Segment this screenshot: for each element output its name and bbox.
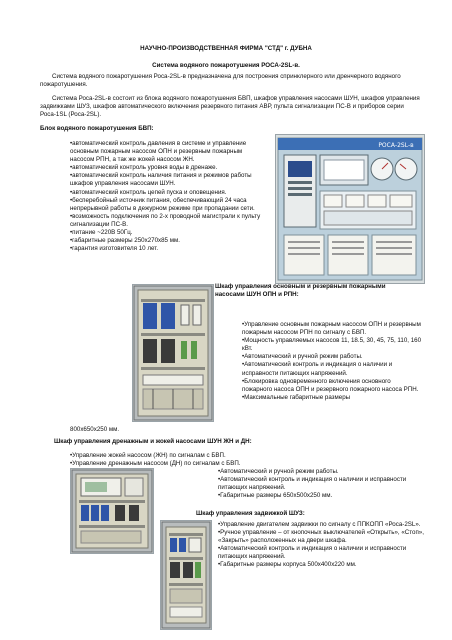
shun-opn-heading: Шкаф управления основным и резервным пожарными насосами ШУН ОПН и РПН: — [215, 283, 386, 299]
list-item: •Автоматический и ручной режим работы. — [242, 353, 363, 361]
list-item: •автоматический контроль давления в системе и управление основным пожарным насосом ОПН и резервным пожарным насосом РПН, а так же жокей насосом ЖН. — [70, 140, 247, 164]
shun-opn-feature-list — [242, 321, 422, 402]
shun-zhn-illustration — [71, 469, 153, 553]
shun-zhn-feature-list-full — [70, 452, 430, 468]
bvp-panel-illustration — [276, 135, 424, 283]
list-item: •Мощность управляемых насосов 11, 18.5, 30, 45, 75, 110, 160 кВт. — [242, 337, 422, 353]
bvp-feature-list — [70, 140, 266, 253]
list-item: •Габаритные размеры 650х500х250 мм. — [218, 492, 333, 500]
list-item: •возможность подключения по 2-х проводной магистрали к пульту сигнализации ПС-В. — [70, 212, 261, 228]
list-item: •габаритные размеры 250х270х85 мм. — [70, 237, 180, 245]
list-item: •Управление двигателем задвижки по сигналу с ППКОПП «Роса-2SL». — [218, 521, 421, 528]
list-item: •Управление жокей насосом (ЖН) по сигналам с БВП. — [70, 452, 226, 459]
list-item: •бесперебойный источник питания, обеспечивающий 24 часа непрерывной работы в дежурном режиме при пропадании сети. — [70, 196, 255, 212]
list-item: •автоматический контроль цепей пуска и оповещения. — [70, 188, 227, 196]
list-item: •Габаритные размеры корпуса 500х400х220 мм. — [218, 561, 357, 569]
shun-opn-photo — [132, 284, 214, 422]
intro-paragraph-1: Система водяного пожаротушения Роса-2SL-в предназначена для построения спринклерного или дренчерного водяного пожаротушения. — [40, 73, 401, 89]
shun-opn-illustration — [133, 285, 213, 421]
intro-paragraph-2: Система Роса-2SL-в состоит из блока водяного пожаротушения БВП, шкафов управления насосами ШУН, шкафов управления задвижками ШУЗ, шкафов автоматического включения резервного питания АВР, пульта сигнализации ПС-В и приборов серии Роса-1SL (Роса-2SL). — [40, 95, 420, 119]
bvp-panel-photo — [275, 134, 425, 284]
system-title: Система водяного пожаротушения РОСА-2SL-в. — [152, 62, 300, 69]
list-item: •автоматический контроль уровня воды в дренаже. — [70, 164, 218, 172]
shuz-feature-list — [218, 521, 428, 570]
list-item: •Автоматический контроль и индикация о наличии и исправности питающих напряжений. — [242, 361, 393, 377]
company-header: НАУЧНО-ПРОИЗВОДСТВЕННАЯ ФИРМА "СТД" г. ДУБНА — [140, 45, 312, 52]
list-item: •гарантия изготовителя 10 лет. — [70, 245, 159, 253]
list-item: •Автоматический контроль и индикация о наличии и исправности питающих напряжений. — [218, 476, 407, 492]
bvp-heading: Блок водяного пожаротушения БВП: — [40, 125, 154, 132]
list-item: •Автоматический контроль и индикация о наличии и исправности питающих напряжений. — [218, 545, 407, 561]
list-item: •Ручное управление – от кнопочных выключателей «Открыть», «Стоп», «Закрыть» расположенных на двери шкафа. — [218, 529, 424, 545]
shuz-heading: Шкаф управления задвижкой ШУЗ: — [196, 510, 305, 517]
list-item: •Управление основным пожарным насосом ОПН и резервным пожарным насосом РПН по сигналу с БВП. — [242, 321, 421, 337]
list-item: •Автоматический и ручной режим работы. — [218, 468, 339, 475]
panel-label: РОСА-2SL-в — [378, 142, 414, 149]
list-item: •Максимальные габаритные размеры — [242, 393, 351, 401]
list-item: •Блокировка одновременного включения основного пожарного насоса ОПН и резервного пожарного насоса РПН. — [242, 377, 419, 393]
shun-zhn-heading: Шкаф управления дренажным и жокей насосами ШУН ЖН и ДН: — [54, 438, 252, 445]
list-item: •питание ~220В 50Гц. — [70, 229, 133, 237]
shun-opn-size-tail: 800х650х250 мм. — [70, 426, 120, 433]
shuz-illustration — [161, 521, 211, 629]
list-item: •автоматический контроль наличия питания и режимов работы шкафов управления насосами ШУН. — [70, 172, 252, 188]
shuz-photo — [160, 520, 212, 630]
shun-zhn-photo — [70, 468, 154, 554]
shun-zhn-feature-list — [218, 468, 428, 500]
list-item: •Управление дренажным насосом (ДН) по сигналам с БВП. — [70, 460, 241, 468]
